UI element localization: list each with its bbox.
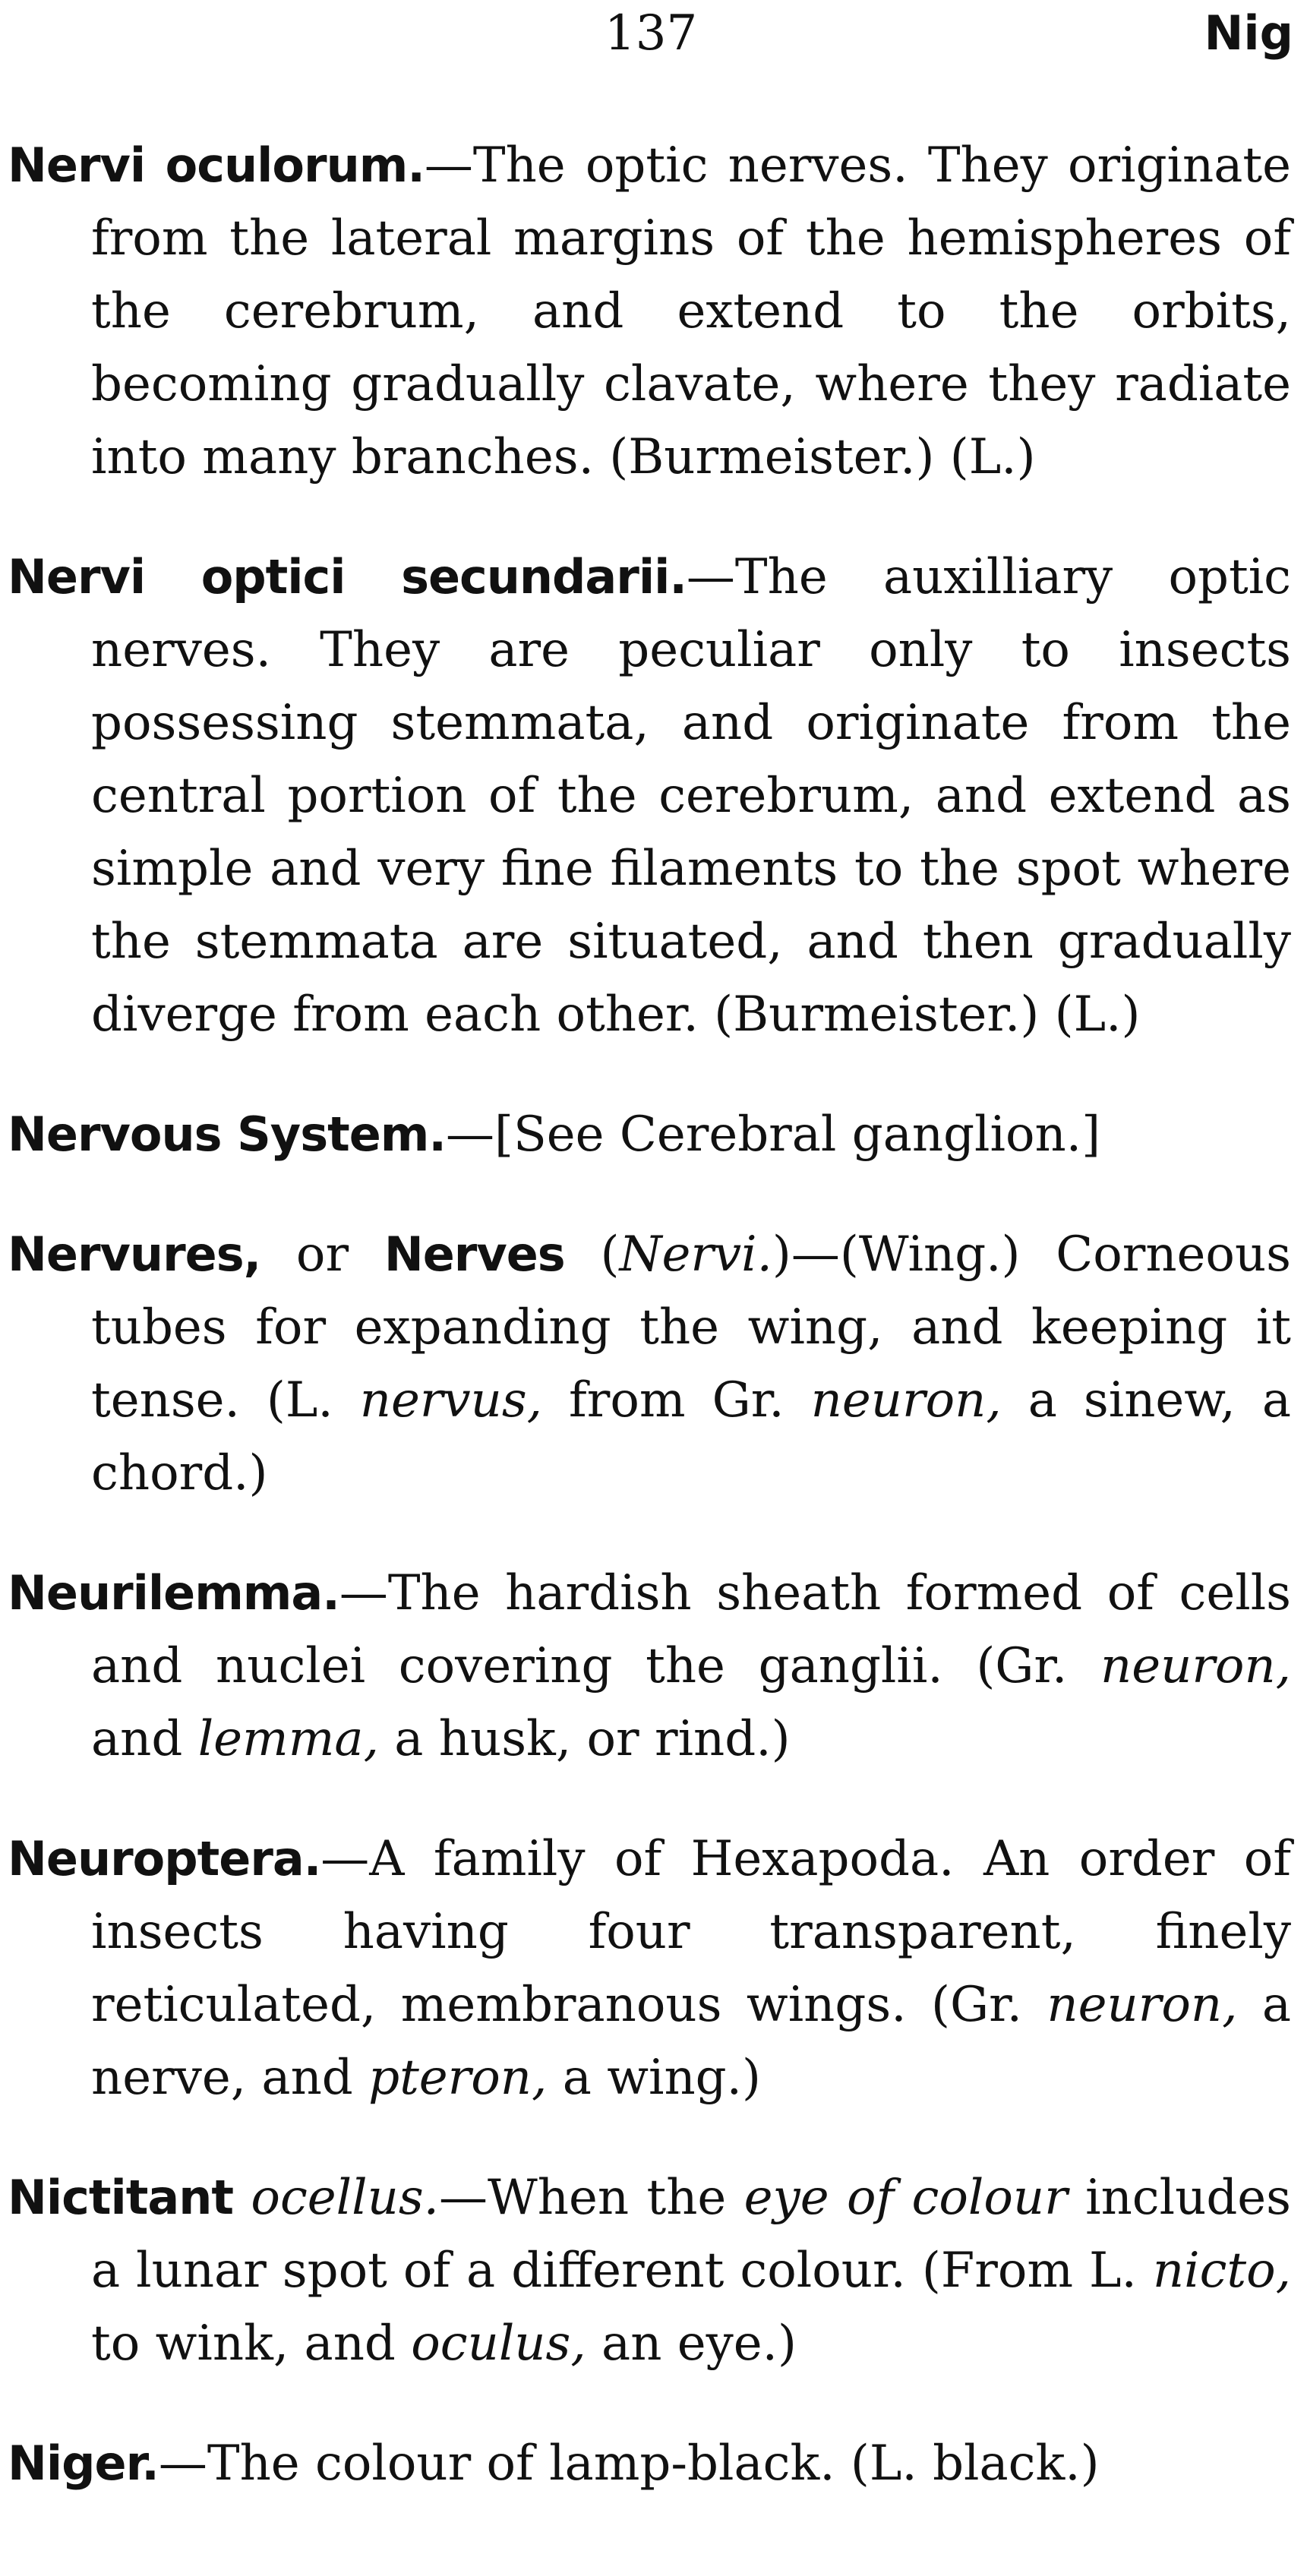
latin-term: nicto, <box>1152 2243 1291 2299</box>
definition-part: a nerve, and <box>91 1977 1291 2106</box>
definition-part: from Gr. <box>542 1372 811 1428</box>
headword: Nervous System. <box>8 1106 446 1162</box>
headword-italic: ocellus. <box>233 2170 440 2226</box>
headword-alternate: Nerves <box>384 1226 565 1282</box>
connector-text: or <box>260 1226 384 1283</box>
entry-niger <box>8 2427 1291 2500</box>
greek-term: lemma, <box>197 1711 379 1767</box>
latin-term: oculus, <box>411 2316 586 2372</box>
definition: —The optic nerves. They originate from the lateral margins of the hemispheres of the cerebrum, and extend to the orbits, becoming gradually clavate, where they radiate into many branches. (Burmeister.) (L.) <box>91 137 1291 485</box>
headword: Neurilemma. <box>8 1565 339 1621</box>
definition-part: )—(Wing.) Corneous tubes for expanding the wing, and keeping it tense. (L. <box>91 1226 1292 1428</box>
definition-part: ( <box>564 1226 620 1283</box>
entry-neurilemma <box>8 1557 1291 1776</box>
catchword: Nig <box>1204 5 1293 61</box>
definition: —[See Cerebral ganglion.] <box>445 1106 1101 1163</box>
headword: Nervi oculorum. <box>8 137 425 193</box>
definition-part: a sinew, a chord.) <box>91 1372 1292 1501</box>
definition: —The auxilliary optic nerves. They are peculiar only to insects possessing stemmata, and originate from the central portion of the cerebrum, and extend as simple and very fine filaments to the spot where the stemmata are situated, and then gradually diverge from each other. (Burmeister.) (L.) <box>91 549 1291 1043</box>
entry-nervous-system <box>8 1098 1291 1171</box>
greek-term: pteron, <box>368 2050 548 2106</box>
headword: Nervures, <box>8 1226 261 1282</box>
greek-term: neuron, <box>1100 1638 1291 1694</box>
entry-nictitant-ocellus <box>8 2161 1291 2380</box>
latin-term: Nervi. <box>619 1226 772 1283</box>
definition-part: a wing.) <box>547 2050 761 2106</box>
running-head <box>0 0 1307 84</box>
headword: Nervi optici secundarii. <box>8 549 687 605</box>
entry-neuroptera <box>8 1823 1291 2114</box>
definition-part: —A family of Hexapoda. An order of insects having four transparent, finely reticulated, membranous wings. (Gr. <box>91 1831 1291 2033</box>
headword: Niger. <box>8 2436 159 2491</box>
definition-part: —The hardish sheath formed of cells and nuclei covering the ganglii. (Gr. <box>91 1565 1291 1694</box>
headword: Neuroptera. <box>8 1831 321 1886</box>
definition-part: includes a lunar spot of a different colour. (From L. <box>91 2170 1292 2299</box>
page-number: 137 <box>605 5 698 62</box>
definition-part: a husk, or rind.) <box>378 1711 791 1767</box>
entry-list <box>8 129 1291 2547</box>
definition-part: —When the <box>439 2170 744 2226</box>
greek-term: neuron, <box>1047 1977 1238 2033</box>
headword: Nictitant <box>8 2170 234 2225</box>
definition: —The colour of lamp-black. (L. black.) <box>158 2436 1100 2492</box>
latin-term: nervus, <box>359 1372 543 1428</box>
italic-term: eye of colour <box>743 2170 1068 2226</box>
entry-nervi-oculorum <box>8 129 1291 494</box>
greek-term: neuron, <box>810 1372 1002 1428</box>
definition-part: and <box>91 1711 198 1767</box>
definition-part: an eye.) <box>586 2316 797 2372</box>
entry-nervures <box>8 1218 1291 1510</box>
definition-part: to wink, and <box>91 2316 412 2372</box>
entry-nervi-optici-secundarii <box>8 541 1291 1051</box>
